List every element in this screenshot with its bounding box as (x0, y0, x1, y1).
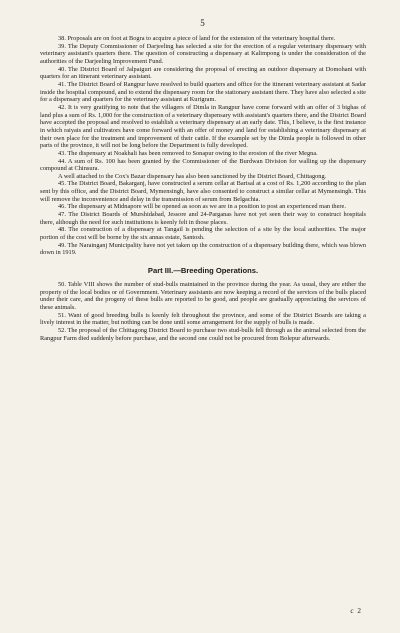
paragraph-44: 44. A sum of Rs. 100 has been granted by the Commissioner of the Burdwan Division for walling up the dispensary compound at Chinsura. (40, 157, 366, 173)
paragraph-40: 40. The District Board of Jalpaiguri are considering the proposal of erecting an outdoor dispensary at Domohani with quarters for an itinerant veterinary assistant. (40, 65, 366, 81)
section-heading: Part III.—Breeding Operations. (147, 266, 259, 276)
signature-mark: c 2 (350, 607, 362, 615)
paragraph-43: 43. The dispensary at Noakhali has been removed to Sonapur owing to the erosion of the river Megna. (58, 149, 318, 157)
paragraph-39: 39. The Deputy Commissioner of Darjeeling has selected a site for the erection of a regular veterinary dispensary with veterinary assistant's quarters there. The question of constructing a dispensary at Kalimpong is under the consideration of the authorities of the Darjeeling Improvement Fund. (40, 42, 366, 65)
paragraph-38: 38. Proposals are on foot at Bogra to acquire a piece of land for the extension of the veterinary hospital there. (58, 35, 336, 42)
paragraph-47: 47. The District Boards of Murshidabad, Jessore and 24-Parganas have not yet seen their way to construct hospitals there, although the need for such institutions is keenly felt in those places. (40, 211, 366, 226)
paragraph-44-cont: A well attached to the Cox's Bazar dispensary has also been sanctioned by the District Board, Chittagong. (58, 172, 327, 180)
page-number: 5 (200, 18, 206, 28)
paragraph-52: 52. The proposal of the Chittagong District Board to purchase two stud-bulls fell through as the animal selected from the Rangpur Farm died suddenly before purchase, and the second one could not be procured from Bolepur afterwards. (40, 326, 366, 342)
paragraphs-top (40, 35, 366, 257)
paragraph-42: 42. It is very gratifying to note that the villagers of Dimla in Rangpur have come forward with an offer of 3 bighas of land plus a sum of Rs. 1,000 for the construction of a veterinary dispensary with assistant's quarters there, and the District Board have accepted the proposal and resolved to establish a veterinary dispensary at an early date. This, I believe, is the first instance in which raiyats and cultivators have come forward with an offer of money and land for establishing a veterinary dispensary at their own place for the treatment and improvement of their cattle. If the example set by the Dimla people is followed in other parts of the province, it will not be long before the Department is fully developed. (40, 103, 367, 150)
paragraph-50: 50. Table VIII shows the number of stud-bulls maintained in the province during the year. As usual, they are either the property of the local bodies or of Government. Veterinary assistants are now keeping a record of the services of the bulls placed under their care, and the progeny of these bulls are reported to be good, and people are gradually appreciating the services of these animals. (40, 281, 366, 311)
paragraph-46: 46. The dispensary at Midnapore will be opened as soon as we are in a position to post an experienced man there. (58, 203, 346, 211)
paragraph-49: 49. The Narainganj Municipality have not yet taken up the construction of a dispensary building there, which was blown down in 1919. (40, 241, 366, 257)
paragraphs-bottom (40, 281, 366, 342)
paragraph-45: 45. The District Board, Bakarganj, have constructed a serum cellar at Barisal at a cost of Rs. 1,200 according to the plan sent by this office, and the District Board, Mymensingh, have also consented to construct a similar cellar at Mymensingh. This will remove the inconvenience and delay in the transmission of serum from Belgachia. (40, 180, 366, 203)
paragraph-41: 41. The District Board of Rangpur have resolved to build quarters and office for the itinerant veterinary assistant at Sadar inside the hospital compound, and to extend the dispensary room for the stationary assistant there. They have also selected a site for a dispensary and quarters for the veterinary assistant at Kurigram. (40, 80, 366, 104)
paragraph-51: 51. Want of good breeding bulls is keenly felt throughout the province, and some of the District Boards are taking a lively interest in the matter, but nothing can be done until some arrangement for the supply of bulls is made. (40, 311, 366, 327)
paragraph-48: 48. The construction of a dispensary at Tangail is pending the selection of a site by the local authorities. The major portion of the cost will be borne by the six annas estate, Santosh. (40, 226, 366, 242)
